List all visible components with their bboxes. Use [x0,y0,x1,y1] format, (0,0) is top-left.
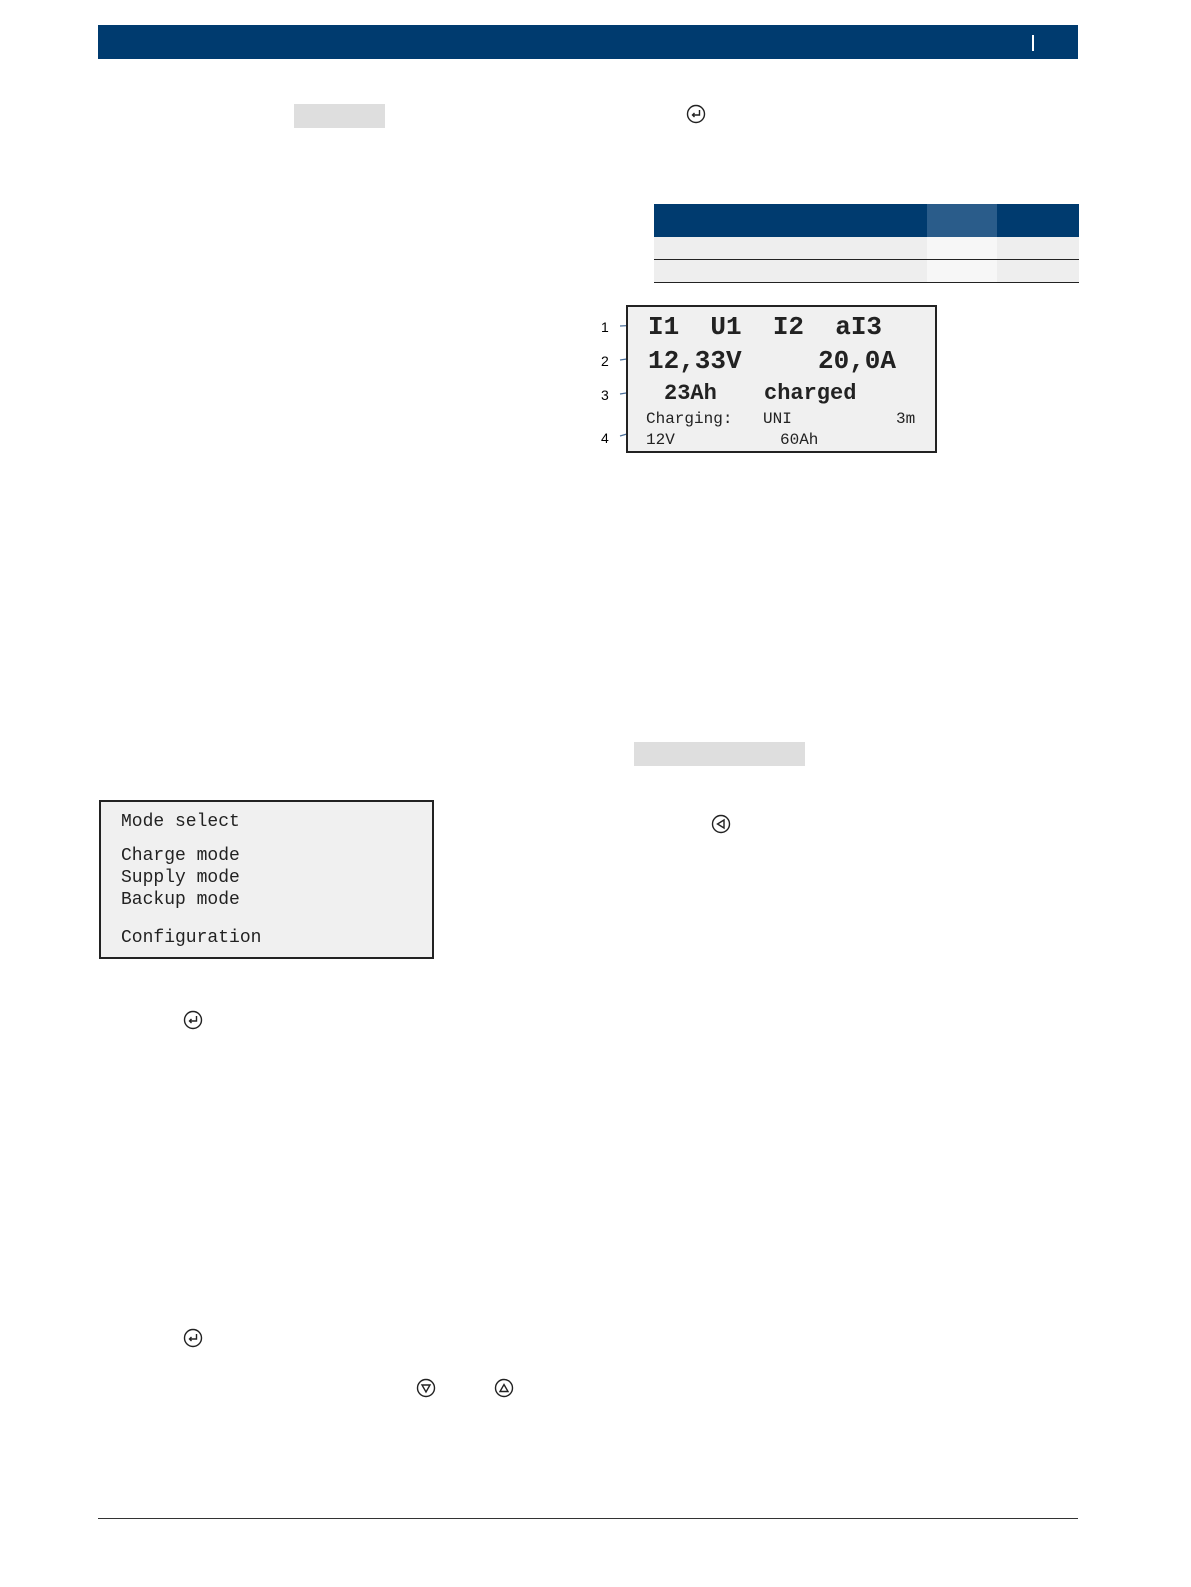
display-time: 3m [896,410,916,428]
enter-key-icon [686,104,706,124]
mode-select-display [99,800,434,959]
display-voltage: 12,33V [648,346,742,376]
footer-rule [98,1518,1078,1519]
display-current: 20,0A [818,346,897,376]
display-state: charged [764,381,857,406]
table-header [654,204,1079,237]
callout-number: 4 [601,430,609,446]
display-battery-capacity: 60Ah [780,431,819,449]
enter-key-icon [183,1328,203,1348]
back-key-icon [711,814,731,834]
callout-number: 1 [601,319,609,335]
display-mode-value: UNI [763,410,792,428]
callout-number: 2 [601,353,609,369]
menu-title: Mode select [121,812,240,832]
display-capacity: 23Ah [664,381,717,406]
status-display [626,305,937,453]
data-table [654,204,1079,283]
menu-item-configuration: Configuration [121,928,262,948]
table-header-cell [927,204,997,237]
menu-item-backup-mode: Backup mode [121,890,240,910]
enter-key-icon [183,1010,203,1030]
table-cell [927,237,997,259]
table-cell [997,237,1079,259]
up-key-icon [494,1378,514,1398]
grey-highlight-top [294,104,385,128]
table-cell [997,260,1079,282]
header-separator [1032,35,1034,51]
table-row [654,260,1079,283]
callout-number: 3 [601,387,609,403]
table-cell [654,237,927,259]
grey-highlight-right [634,742,805,766]
down-key-icon [416,1378,436,1398]
display-mode-label: Charging: [646,410,733,428]
table-cell [927,260,997,282]
header-bar [98,25,1078,59]
table-row [654,237,1079,260]
menu-item-supply-mode: Supply mode [121,868,240,888]
display-battery-voltage: 12V [646,431,675,449]
menu-item-charge-mode: Charge mode [121,846,240,866]
table-header-cell [997,204,1079,237]
table-cell [654,260,927,282]
display-channel-row: I1 U1 I2 aI3 [648,312,883,342]
table-header-cell [654,204,927,237]
